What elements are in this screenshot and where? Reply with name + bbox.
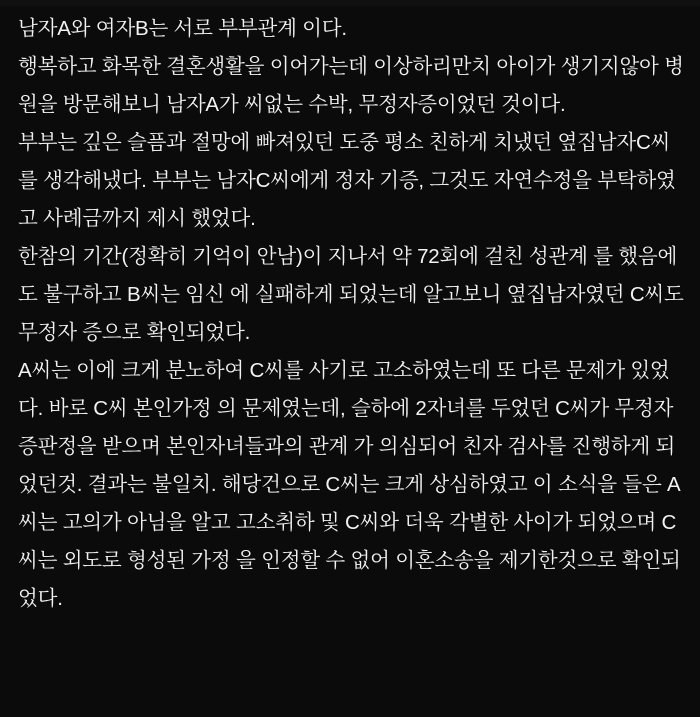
paragraph-2: 행복하고 화목한 결혼생활을 이어가는데 이상하리만치 아이가 생기지않아 병원을 방문해보니 남자A가 씨없는 수박, 무정자증이었던 것이다. [18,55,684,116]
paragraph-3: 부부는 깊은 슬픔과 절망에 빠져있던 도중 평소 친하게 치냈던 옆집남자C씨를 생각해냈다. 부부는 남자C씨에게 정자 기증, 그것도 자연수정을 부탁하였고 사례금까지 제시 했었다. [18,131,676,230]
top-edge-strip [0,0,700,6]
post-body [18,10,684,618]
paragraph-4: 한참의 기간(정확히 기억이 안남)이 지나서 약 72회에 걸친 성관계 를 했음에도 불구하고 B씨는 임신 에 실패하게 되었는데 알고보니 옆집남자였던 C씨도 무정자 증으로 확인되었다. [18,245,684,344]
paragraph-1: 남자A와 여자B는 서로 부부관계 이다. [18,17,347,40]
paragraph-5: A씨는 이에 크게 분노하여 C씨를 사기로 고소하였는데 또 다른 문제가 있었다. 바로 C씨 본인가정 의 문제였는데, 슬하에 2자녀를 두었던 C씨가 무정자 증판정을 받으며 본인자녀들과의 관계 가 의심되어 친자 검사를 진행하게 되었던것. 결과는 불일치. 해당건으로 C씨는 크게 상심하였고 이 소식을 들은 A씨는 고의가 아님을 알고 고소취하 및 C씨와 더욱 각별한 사이가 되었으며 C씨는 외도로 형성된 가정 을 인정할 수 없어 이혼소송을 제기한것으로 확인되었다. [18,359,681,610]
